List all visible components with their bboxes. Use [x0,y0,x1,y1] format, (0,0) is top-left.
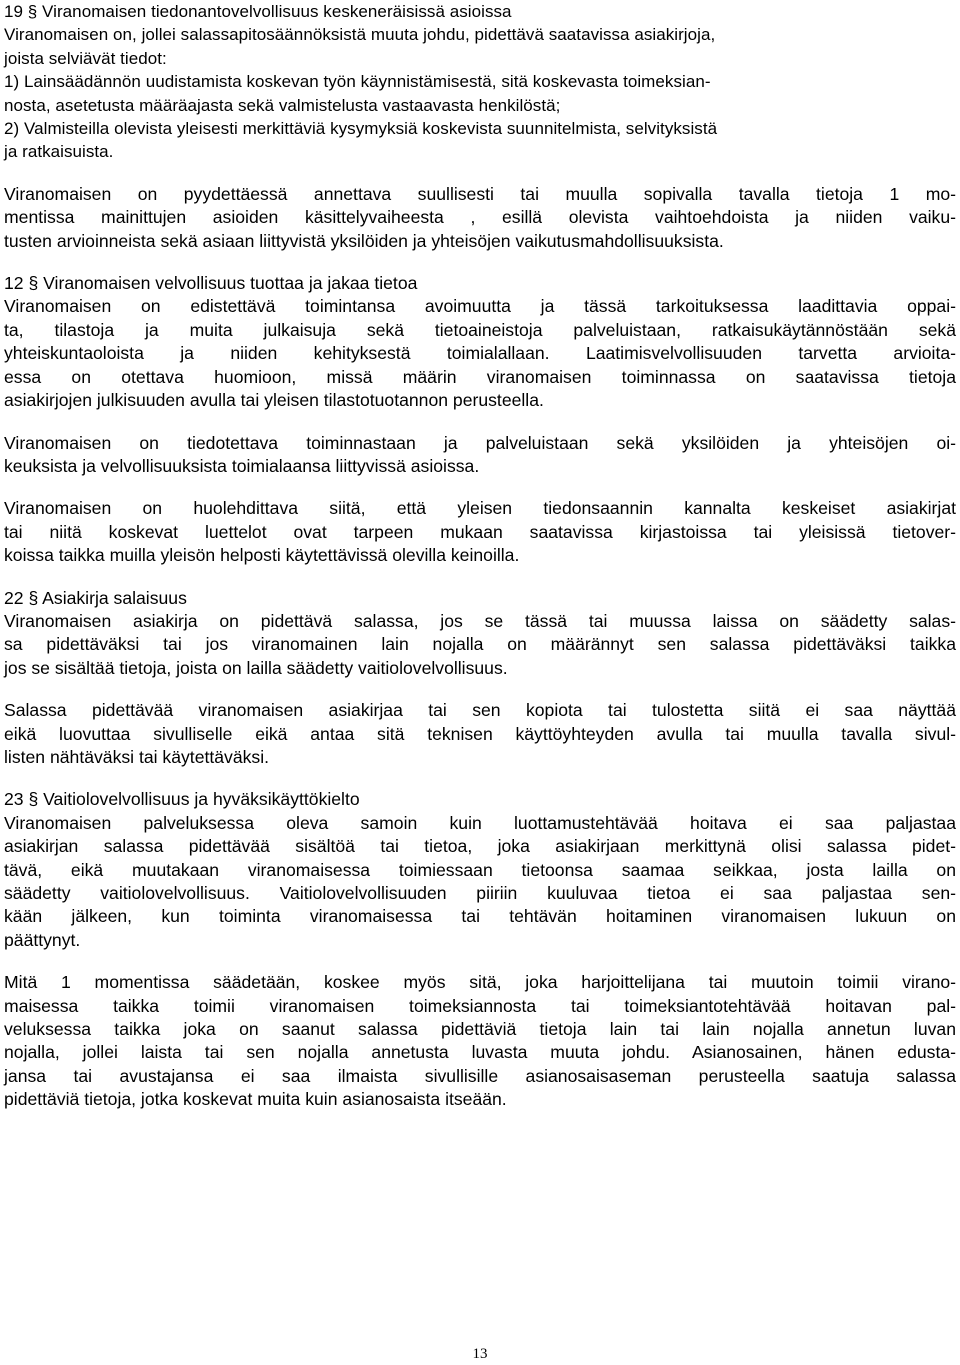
text-line: eikä luovuttaa sivulliselle eikä antaa sitä teknisen käyttöyhteyden avulla tai muulla tavalla sivul- [4,723,956,744]
text-line: ja ratkaisuista. [4,142,114,162]
text-line: joista selviävät tiedot: [4,48,167,68]
text-line: listen nähtäväksi tai käytettäväksi. [4,746,270,767]
text-line: mentissa mainittujen asioiden käsittelyvaiheesta , esillä olevista vaihtoehdoista ja niiden vaiku- [4,207,956,228]
paragraph-gap [4,568,956,587]
paragraph-gap [4,769,956,788]
text-line: asiakirjan salassa pidettävää sisältöä tai tietoa, joka asiakirjaan merkittynä olisi salassa pidet- [4,836,956,857]
text-line: Viranomaisen asiakirja on pidettävä salassa, jos se tässä tai muussa laissa on säädetty salas- [4,610,956,631]
paragraph [4,432,956,479]
text-line: Mitä 1 momentissa säädetään, koskee myös sitä, joka harjoittelijana tai muutoin toimii virano- [4,972,956,993]
paragraph-gap [4,253,956,272]
text-line: säädetty vaitiolovelvollisuus. Vaitiolovelvollisuuden piiriin kuuluvaa tietoa ei saa paljastaa sen- [4,883,956,903]
text-line: tusten arvioinneista sekä asiaan liittyvistä yksilöiden ja yhteisöjen vaikutusmahdollisuuksista. [4,230,724,251]
page-number: 13 [472,1346,488,1362]
text-line: jansa tai avustajansa ei saa ilmaista sivullisille asianosaisaseman perusteella saatuja salassa [4,1065,956,1086]
section-s12 [4,272,956,412]
text-line: veluksessa taikka joka on saanut salassa pidettäviä tietoja lain tai lain nojalla annetun luvan [4,1019,956,1040]
text-line: Viranomaisen on tiedotettava toiminnastaan ja palveluistaan sekä yksilöiden ja yhteisöjen oi- [4,432,956,453]
text-line: tai niitä koskevat luettelot ovat tarpeen mukaan saatavissa kirjastoissa tai yleisissä tietover- [4,521,956,542]
text-line: Viranomaisen on huolehdittava siitä, että yleisen tiedonsaannin kannalta keskeiset asiakirjat [4,498,956,519]
text-line: Viranomaisen palveluksessa oleva samoin kuin luottamustehtävää hoitava ei saa paljastaa [4,812,956,833]
paragraph-gap [4,413,956,432]
section-s23 [4,788,956,952]
text-line: maisessa taikka toimii viranomaisen toimeksiannosta tai toimeksiantotehtävää hoitavan pal- [4,995,956,1016]
text-line: 1) Lainsäädännön uudistamista koskevan työn käynnistämisestä, sitä koskevasta toimeksian- [4,72,711,92]
text-line: ta, tilastoja ja muita julkaisuja sekä tietoaineistoja palveluistaan, ratkaisukäytännöstään sekä [4,319,956,340]
paragraph-gap [4,952,956,971]
text-line: Viranomaisen on pyydettäessä annettava suullisesti tai muulla sopivalla tavalla tietoja 1 mo- [4,183,956,204]
text-line: asiakirjojen julkisuuden avulla tai yleisen tilastotuotannon perusteella. [4,390,544,411]
text-line: keuksista ja velvollisuuksista toimialaansa liittyvissä asioissa. [4,455,480,476]
paragraph [4,497,956,567]
section-heading: 23 § Vaitiolovelvollisuus ja hyväksikäyttökielto [4,789,360,810]
text-line: kään jälkeen, kun toiminta viranomaisessa tai tehtävän hoitaminen viranomaisen lukuun on [4,906,956,927]
text-line: Viranomaisen on edistettävä toimintansa avoimuutta ja tässä tarkoituksessa laadittavia oppai- [4,296,956,317]
text-line: essa on otettava huomioon, missä määrin viranomaisen toiminnassa on saatavissa tietoja [4,366,956,387]
text-line: jos se sisältää tietoja, joista on lailla säädetty vaitiolovelvollisuus. [4,657,508,678]
paragraph [4,699,956,769]
section-heading: 12 § Viranomaisen velvollisuus tuottaa ja jakaa tietoa [4,273,418,294]
section-heading: 22 § Asiakirja salaisuus [4,587,187,608]
paragraph-gap [4,164,956,183]
paragraph-gap [4,680,956,699]
paragraph [4,971,956,1111]
text-line: nojalla, jollei laista tai sen nojalla annetusta luvasta muuta johdu. Asianosainen, hänen edusta- [4,1042,956,1063]
text-line: tävä, eikä muutakaan viranomaisessa toimiessaan tietoonsa saamaa seikkaa, josta lailla on [4,859,956,880]
text-line: pidettäviä tietoja, jotka koskevat muita kuin asianosaista itseään. [4,1089,507,1110]
text-line: 2) Valmisteilla olevista yleisesti merkittäviä kysymyksiä koskevista suunnitelmista, selvityksistä [4,119,718,139]
section-s22 [4,587,956,681]
paragraph-gap [4,478,956,497]
text-line: sa pidettäväksi tai jos viranomainen lain nojalla on määrännyt sen salassa pidettäväksi taikka [4,634,956,655]
paragraph [4,183,956,253]
paragraph-gap [4,1112,956,1131]
text-line: koissa taikka muilla yleisön helposti käytettävissä olevilla keinoilla. [4,545,520,566]
text-line: päättynyt. [4,929,81,950]
text-line: Salassa pidettävää viranomaisen asiakirjaa tai sen kopiota tai tulostetta siitä ei saa näyttää [4,700,956,721]
text-line: nosta, asetetusta määräajasta sekä valmistelusta vastaavasta henkilöstä; [4,95,561,115]
document-page [4,0,956,1131]
section-heading: 19 § Viranomaisen tiedonantovelvollisuus keskeneräisissä asioissa [4,2,512,21]
text-line: yhteiskuntaoloista ja niiden kehityksestä toimialallaan. Laatimisvelvollisuuden tarvetta arvioita- [4,343,956,364]
section-s19 [4,0,956,164]
text-line: Viranomaisen on, jollei salassapitosäännöksistä muuta johdu, pidettävä saatavissa asiakirjoja, [4,25,716,45]
